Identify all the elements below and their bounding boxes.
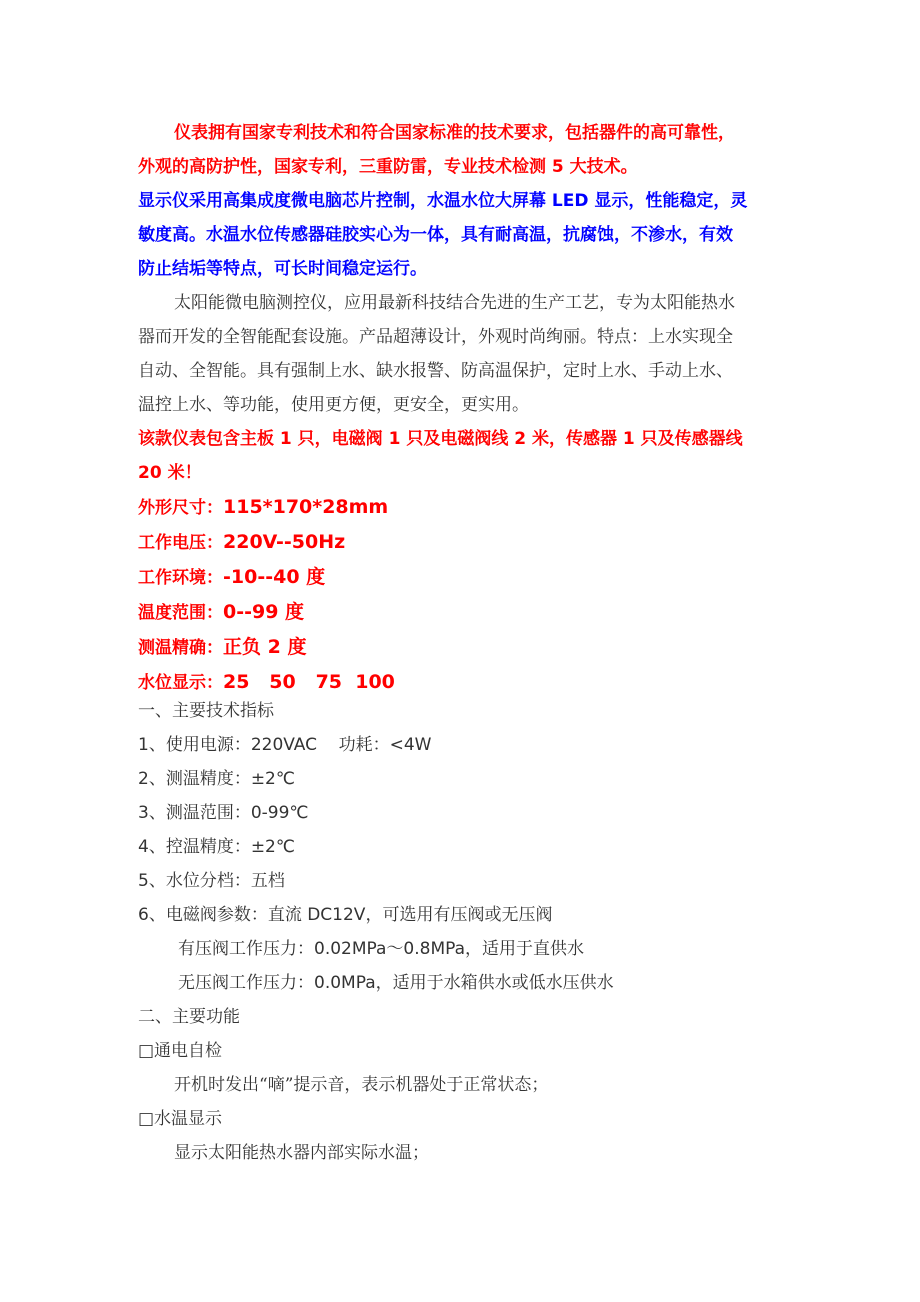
description bbox=[138, 286, 735, 422]
tech-item: 6、电磁阀参数：直流 DC12V，可选用有压阀或无压阀 bbox=[138, 905, 553, 925]
red-intro-line: 仪表拥有国家专利技术和符合国家标准的技术要求，包括器件的高可靠性， bbox=[174, 123, 735, 143]
description-line: 温控上水、等功能，使用更方便，更安全，更实用。 bbox=[138, 395, 529, 415]
spec-label: 温度范围： bbox=[138, 603, 223, 623]
tech-sub-item: 有压阀工作压力：0.02MPa～0.8MPa，适用于直供水 bbox=[178, 939, 585, 959]
specs bbox=[138, 490, 395, 700]
spec-value: 220V--50Hz bbox=[223, 531, 346, 553]
spec-row bbox=[138, 525, 395, 560]
tech-section bbox=[138, 694, 614, 1000]
blue-intro-line: 防止结垢等特点，可长时间稳定运行。 bbox=[138, 259, 427, 279]
tech-item: 2、测温精度：±2℃ bbox=[138, 769, 295, 789]
tech-sub-item: 无压阀工作压力：0.0MPa，适用于水箱供水或低水压供水 bbox=[178, 973, 614, 993]
spec-label: 工作环境： bbox=[138, 568, 223, 588]
section-heading: 二、主要功能 bbox=[138, 1007, 240, 1027]
tech-item: 4、控温精度：±2℃ bbox=[138, 837, 295, 857]
section-heading: 一、主要技术指标 bbox=[138, 701, 274, 721]
spec-row bbox=[138, 560, 395, 595]
spec-row bbox=[138, 490, 395, 525]
blue-intro-line: 显示仪采用高集成度微电脑芯片控制，水温水位大屏幕 LED 显示，性能稳定，灵 bbox=[138, 191, 748, 211]
tech-item: 3、测温范围：0-99℃ bbox=[138, 803, 309, 823]
blue-intro-line: 敏度高。水温水位传感器硅胶实心为一体，具有耐高温，抗腐蚀，不渗水，有效 bbox=[138, 225, 733, 245]
package-note-line: 该款仪表包含主板 1 只，电磁阀 1 只及电磁阀线 2 米，传感器 1 只及传感器线 bbox=[138, 429, 743, 449]
tech-item: 5、水位分档：五档 bbox=[138, 871, 285, 891]
spec-value: 正负 2 度 bbox=[223, 636, 307, 658]
package-note bbox=[138, 422, 743, 490]
spec-value: 115*170*28mm bbox=[223, 496, 389, 518]
function-section bbox=[138, 1000, 548, 1170]
spec-label: 水位显示： bbox=[138, 673, 223, 693]
description-line: 太阳能微电脑测控仪，应用最新科技结合先进的生产工艺，专为太阳能热水 bbox=[174, 293, 735, 313]
red-intro bbox=[138, 116, 735, 184]
spec-value: 0--99 度 bbox=[223, 601, 305, 623]
function-desc: 开机时发出“嘀”提示音，表示机器处于正常状态； bbox=[174, 1075, 549, 1095]
tech-item: 1、使用电源：220VAC 功耗：<4W bbox=[138, 735, 432, 755]
blue-intro bbox=[138, 184, 747, 286]
spec-value: 25 50 75 100 bbox=[223, 671, 395, 693]
spec-value: -10--40 度 bbox=[223, 566, 326, 588]
package-note-line: 20 米！ bbox=[138, 463, 202, 483]
description-line: 器而开发的全智能配套设施。产品超薄设计，外观时尚绚丽。特点：上水实现全 bbox=[138, 327, 733, 347]
spec-label: 测温精确： bbox=[138, 638, 223, 658]
description-line: 自动、全智能。具有强制上水、缺水报警、防高温保护，定时上水、手动上水、 bbox=[138, 361, 733, 381]
spec-row bbox=[138, 630, 395, 665]
spec-label: 工作电压： bbox=[138, 533, 223, 553]
spec-row bbox=[138, 595, 395, 630]
function-desc: 显示太阳能热水器内部实际水温； bbox=[174, 1143, 429, 1163]
spec-label: 外形尺寸： bbox=[138, 498, 223, 518]
function-title: □水温显示 bbox=[138, 1109, 223, 1129]
function-title: □通电自检 bbox=[138, 1041, 223, 1061]
red-intro-line: 外观的高防护性，国家专利，三重防雷，专业技术检测 5 大技术。 bbox=[138, 157, 638, 177]
